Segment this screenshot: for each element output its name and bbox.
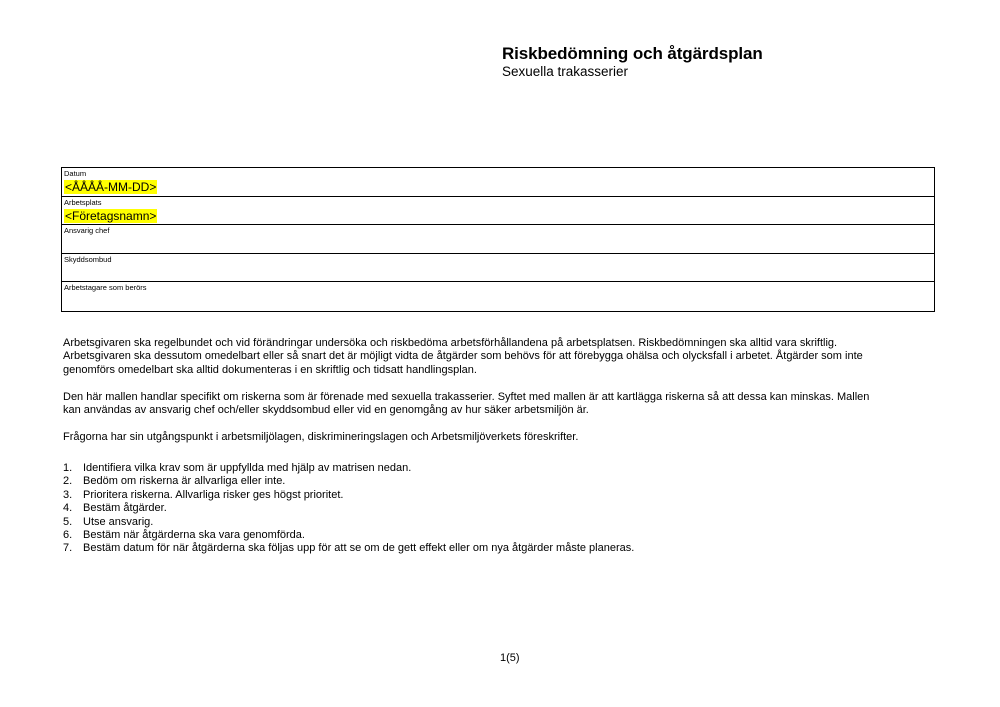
step-number: 2. bbox=[63, 475, 73, 488]
paragraph-legal-basis: Frågorna har sin utgångspunkt i arbetsmiljölagen, diskrimineringslagen och Arbetsmiljöverkets föreskrifter. bbox=[63, 430, 579, 443]
step-number: 1. bbox=[63, 462, 73, 474]
manager-label: Ansvarig chef bbox=[64, 226, 110, 236]
step-text: Prioritera riskerna. Allvarliga risker ges högst prioritet. bbox=[83, 488, 344, 501]
paragraph-purpose: Den här mallen handlar specifikt om riskerna som är förenade med sexuella trakasserier. Syftet med mallen är att kartlägga riskerna så att dessa kan minskas. Mallen kan användas av ansvarig chef och/eller skyddsombud eller vid en genomgång av hur säker arbetsmiljön är. bbox=[63, 390, 870, 417]
step-text: Bestäm åtgärder. bbox=[83, 502, 167, 515]
list-item bbox=[63, 462, 634, 475]
info-table bbox=[61, 167, 935, 312]
step-number: 3. bbox=[63, 488, 73, 501]
info-row-date[interactable] bbox=[62, 168, 934, 197]
list-item bbox=[63, 489, 634, 502]
paragraph-intro: Arbetsgivaren ska regelbundet och vid förändringar undersöka och riskbedöma arbetsförhållandena på arbetsplatsen. Riskbedömningen ska alltid vara skriftlig. Arbetsgivaren ska dessutom omedelbart eller så snart det är möjligt vidta de åtgärder som behövs för att förebygga ohälsa och olycksfall i arbetet. Åtgärder som inte genomförs omedelbart ska alltid dokumenteras i en skriftlig och tidsatt handlingsplan. bbox=[63, 337, 863, 376]
list-item bbox=[63, 475, 634, 488]
body-text bbox=[63, 337, 883, 458]
workplace-label: Arbetsplats bbox=[64, 197, 102, 207]
info-row-employees[interactable] bbox=[62, 282, 934, 311]
step-number: 4. bbox=[63, 502, 73, 515]
page-number: 1(5) bbox=[500, 652, 520, 664]
info-row-workplace[interactable] bbox=[62, 197, 934, 226]
safety-rep-label: Skyddsombud bbox=[64, 254, 112, 264]
info-row-manager[interactable] bbox=[62, 225, 934, 254]
workplace-value[interactable]: <Företagsnamn> bbox=[65, 208, 157, 223]
step-text: Bestäm när åtgärderna ska vara genomförda. bbox=[83, 529, 305, 542]
list-item bbox=[63, 502, 634, 515]
step-text: Identifiera vilka krav som är uppfyllda med hjälp av matrisen nedan. bbox=[83, 462, 412, 474]
title-block bbox=[502, 44, 763, 80]
info-row-safety-rep[interactable] bbox=[62, 254, 934, 283]
list-item bbox=[63, 529, 634, 542]
list-item bbox=[63, 516, 634, 529]
step-text: Utse ansvarig. bbox=[83, 515, 154, 528]
step-text: Bestäm datum för när åtgärderna ska följas upp för att se om de gett effekt eller om nya åtgärder måste planeras. bbox=[83, 542, 635, 555]
step-number: 5. bbox=[63, 515, 73, 528]
step-text: Bedöm om riskerna är allvarliga eller inte. bbox=[83, 475, 286, 488]
step-number: 7. bbox=[63, 542, 73, 555]
list-item bbox=[63, 542, 634, 555]
date-label: Datum bbox=[64, 169, 87, 178]
document-subtitle: Sexuella trakasserier bbox=[502, 64, 629, 79]
document-title: Riskbedömning och åtgärdsplan bbox=[502, 44, 763, 63]
date-value[interactable]: <ÅÅÅÅ-MM-DD> bbox=[65, 180, 157, 194]
step-number: 6. bbox=[63, 529, 73, 542]
employees-label: Arbetstagare som berörs bbox=[64, 283, 147, 293]
steps-list bbox=[63, 462, 634, 556]
